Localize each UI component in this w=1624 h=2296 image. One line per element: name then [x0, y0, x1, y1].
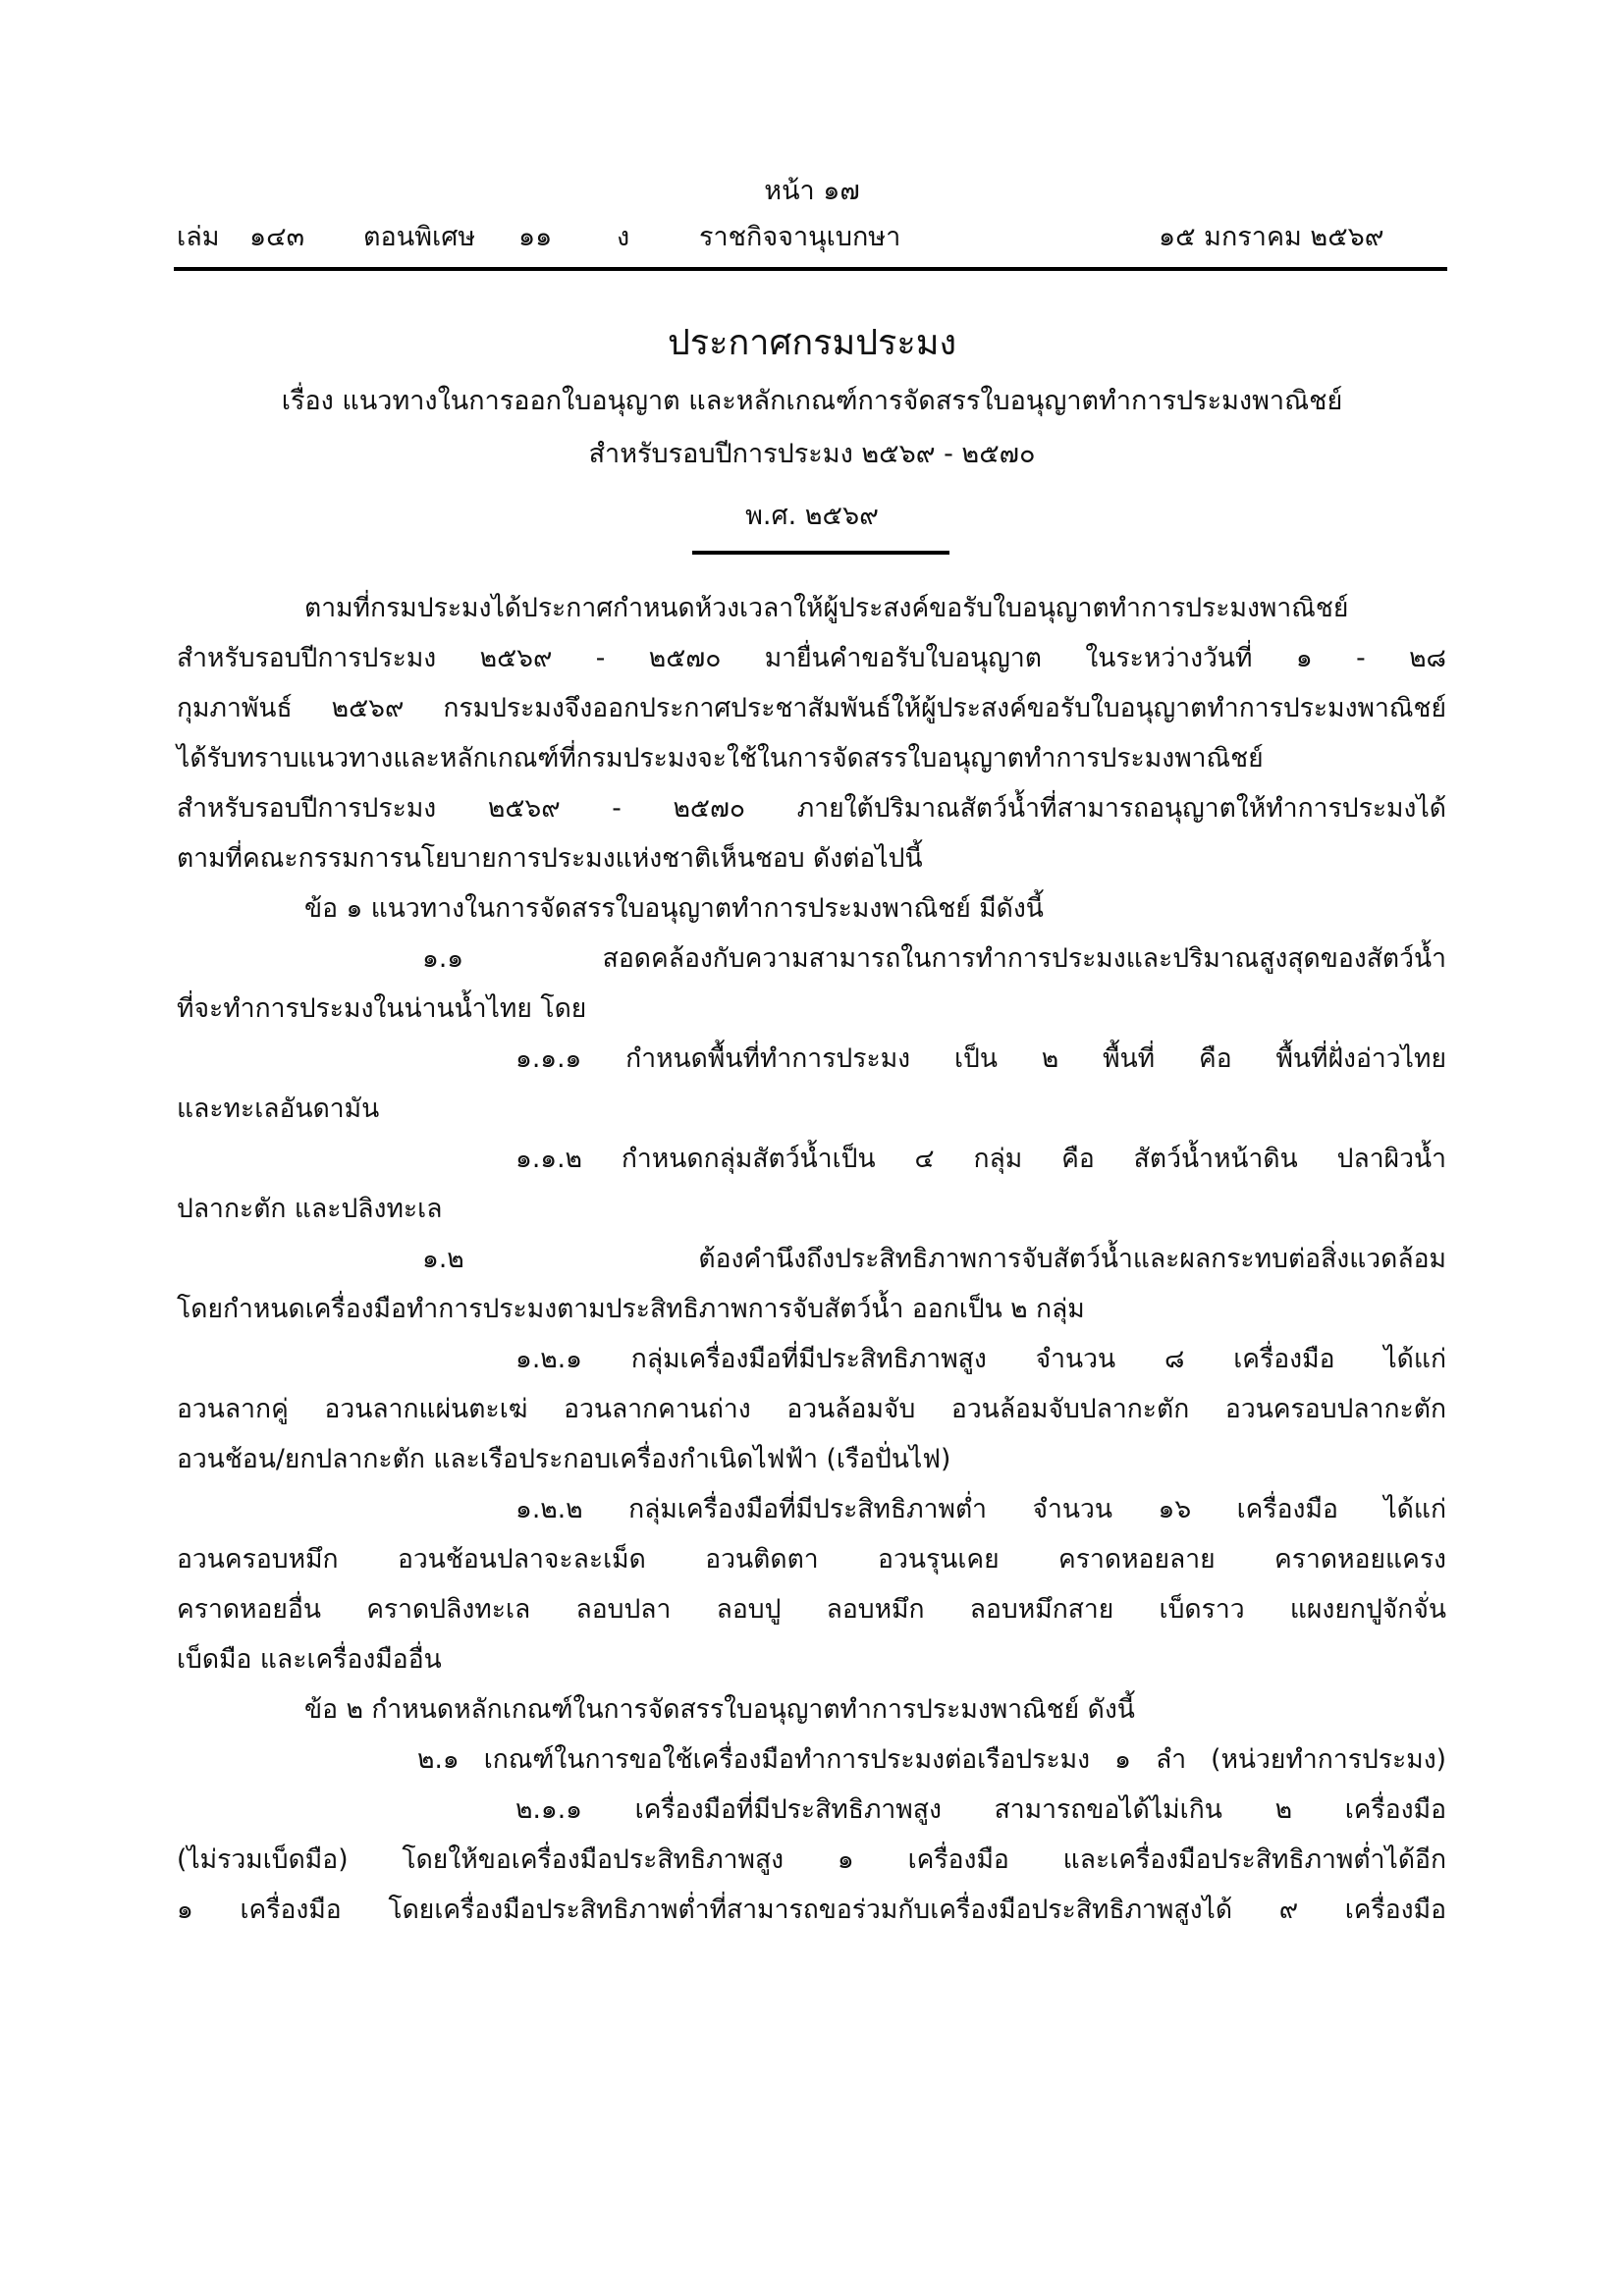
announcement-title: ประกาศกรมประมง [667, 323, 957, 363]
body-line: สำหรับรอบปีการประมง ๒๕๖๙ - ๒๕๗๐ มายื่นคำขอรับใบอนุญาต ในระหว่างวันที่ ๑ - ๒๘ [177, 643, 1446, 673]
body-line: ปลากะตัก และปลิงทะเล [177, 1194, 443, 1224]
clause-2-1-1: ๒.๑.๑ เครื่องมือที่มีประสิทธิภาพสูง สามารถขอได้ไม่เกิน ๒ เครื่องมือ [515, 1794, 1446, 1825]
body-line: อวนช้อน/ยกปลากะตัก และเรือประกอบเครื่องกำเนิดไฟฟ้า (เรือปั่นไฟ) [177, 1444, 951, 1474]
body-line: อวนลากคู่ อวนลากแผ่นตะเฆ่ อวนลากคานถ่าง อวนล้อมจับ อวนล้อมจับปลากะตัก อวนครอบปลากะตัก [177, 1394, 1446, 1424]
section-number: ๑๑ [518, 222, 553, 252]
clause-1-2: ๑.๒ ต้องคำนึงถึงประสิทธิภาพการจับสัตว์น้ำและผลกระทบต่อสิ่งแวดล้อม [422, 1244, 1446, 1274]
body-line: และทะเลอันดามัน [177, 1094, 380, 1124]
body-line: ได้รับทราบแนวทางและหลักเกณฑ์ที่กรมประมงจะใช้ในการจัดสรรใบอนุญาตทำการประมงพาณิชย์ [177, 743, 1264, 774]
gazette-date: ๑๕ มกราคม ๒๕๖๙ [1159, 222, 1384, 252]
clause-1-1-2: ๑.๑.๒ กำหนดกลุ่มสัตว์น้ำเป็น ๔ กลุ่ม คือ สัตว์น้ำหน้าดิน ปลาผิวน้ำ [515, 1144, 1446, 1174]
header-divider [174, 267, 1447, 271]
body-line: เบ็ดมือ และเครื่องมืออื่น [177, 1644, 442, 1675]
clause-1-1-1: ๑.๑.๑ กำหนดพื้นที่ทำการประมง เป็น ๒ พื้นที่ คือ พื้นที่ฝั่งอ่าวไทย [515, 1043, 1446, 1074]
subject-line-2: สำหรับรอบปีการประมง ๒๕๖๙ - ๒๕๗๐ [588, 439, 1036, 469]
clause-2-1: ๒.๑ เกณฑ์ในการขอใช้เครื่องมือทำการประมงต่อเรือประมง ๑ ลำ (หน่วยทำการประมง) [417, 1744, 1446, 1775]
clause-1-heading: ข้อ ๑ แนวทางในการจัดสรรใบอนุญาตทำการประมงพาณิชย์ มีดังนี้ [304, 893, 1044, 924]
section-letter: ง [617, 222, 630, 252]
body-line: ที่จะทำการประมงในน่านน้ำไทย โดย [177, 993, 587, 1024]
body-line: ๑ เครื่องมือ โดยเครื่องมือประสิทธิภาพต่ำที่สามารถขอร่วมกับเครื่องมือประสิทธิภาพสูงได้ ๙ เครื่องมือ [177, 1895, 1446, 1925]
body-line: ตามที่กรมประมงได้ประกาศกำหนดห้วงเวลาให้ผู้ประสงค์ขอรับใบอนุญาตทำการประมงพาณิชย์ [304, 593, 1349, 623]
clause-1-2-2: ๑.๒.๒ กลุ่มเครื่องมือที่มีประสิทธิภาพต่ำ จำนวน ๑๖ เครื่องมือ ได้แก่ [515, 1494, 1446, 1524]
clause-2-heading: ข้อ ๒ กำหนดหลักเกณฑ์ในการจัดสรรใบอนุญาตทำการประมงพาณิชย์ ดังนี้ [304, 1694, 1135, 1725]
body-line: กุมภาพันธ์ ๒๕๖๙ กรมประมงจึงออกประกาศประชาสัมพันธ์ให้ผู้ประสงค์ขอรับใบอนุญาตทำการประมงพาณิชย์ [177, 693, 1446, 723]
body-line: (ไม่รวมเบ็ดมือ) โดยให้ขอเครื่องมือประสิทธิภาพสูง ๑ เครื่องมือ และเครื่องมือประสิทธิภาพต่ำได้อีก [177, 1844, 1446, 1875]
clause-1-1: ๑.๑ สอดคล้องกับความสามารถในการทำการประมงและปริมาณสูงสุดของสัตว์น้ำ [422, 943, 1446, 974]
volume-label: เล่ม [177, 222, 220, 252]
clause-1-2-1: ๑.๒.๑ กลุ่มเครื่องมือที่มีประสิทธิภาพสูง จำนวน ๘ เครื่องมือ ได้แก่ [515, 1344, 1446, 1374]
body-line: คราดหอยอื่น คราดปลิงทะเล ลอบปลา ลอบปู ลอบหมึก ลอบหมึกสาย เบ็ดราว แผงยกปูจักจั่น [177, 1594, 1446, 1625]
section-label: ตอนพิเศษ [363, 222, 476, 252]
gazette-name: ราชกิจจานุเบกษา [699, 222, 901, 252]
page-number: หน้า ๑๗ [764, 176, 860, 206]
body-line: อวนครอบหมึก อวนช้อนปลาจะละเม็ด อวนติดตา อวนรุนเคย คราดหอยลาย คราดหอยแครง [177, 1544, 1446, 1575]
body-line: สำหรับรอบปีการประมง ๒๕๖๙ - ๒๕๗๐ ภายใต้ปริมาณสัตว์น้ำที่สามารถอนุญาตให้ทำการประมงได้ [177, 793, 1446, 824]
body-line: ตามที่คณะกรรมการนโยบายการประมงแห่งชาติเห็นชอบ ดังต่อไปนี้ [177, 843, 923, 874]
volume-number: ๑๔๓ [249, 222, 305, 252]
title-divider [692, 551, 949, 555]
subject-line-1: เรื่อง แนวทางในการออกใบอนุญาต และหลักเกณฑ์การจัดสรรใบอนุญาตทำการประมงพาณิชย์ [281, 386, 1343, 416]
announcement-year: พ.ศ. ๒๕๖๙ [745, 501, 879, 531]
body-line: โดยกำหนดเครื่องมือทำการประมงตามประสิทธิภาพการจับสัตว์น้ำ ออกเป็น ๒ กลุ่ม [177, 1294, 1085, 1324]
